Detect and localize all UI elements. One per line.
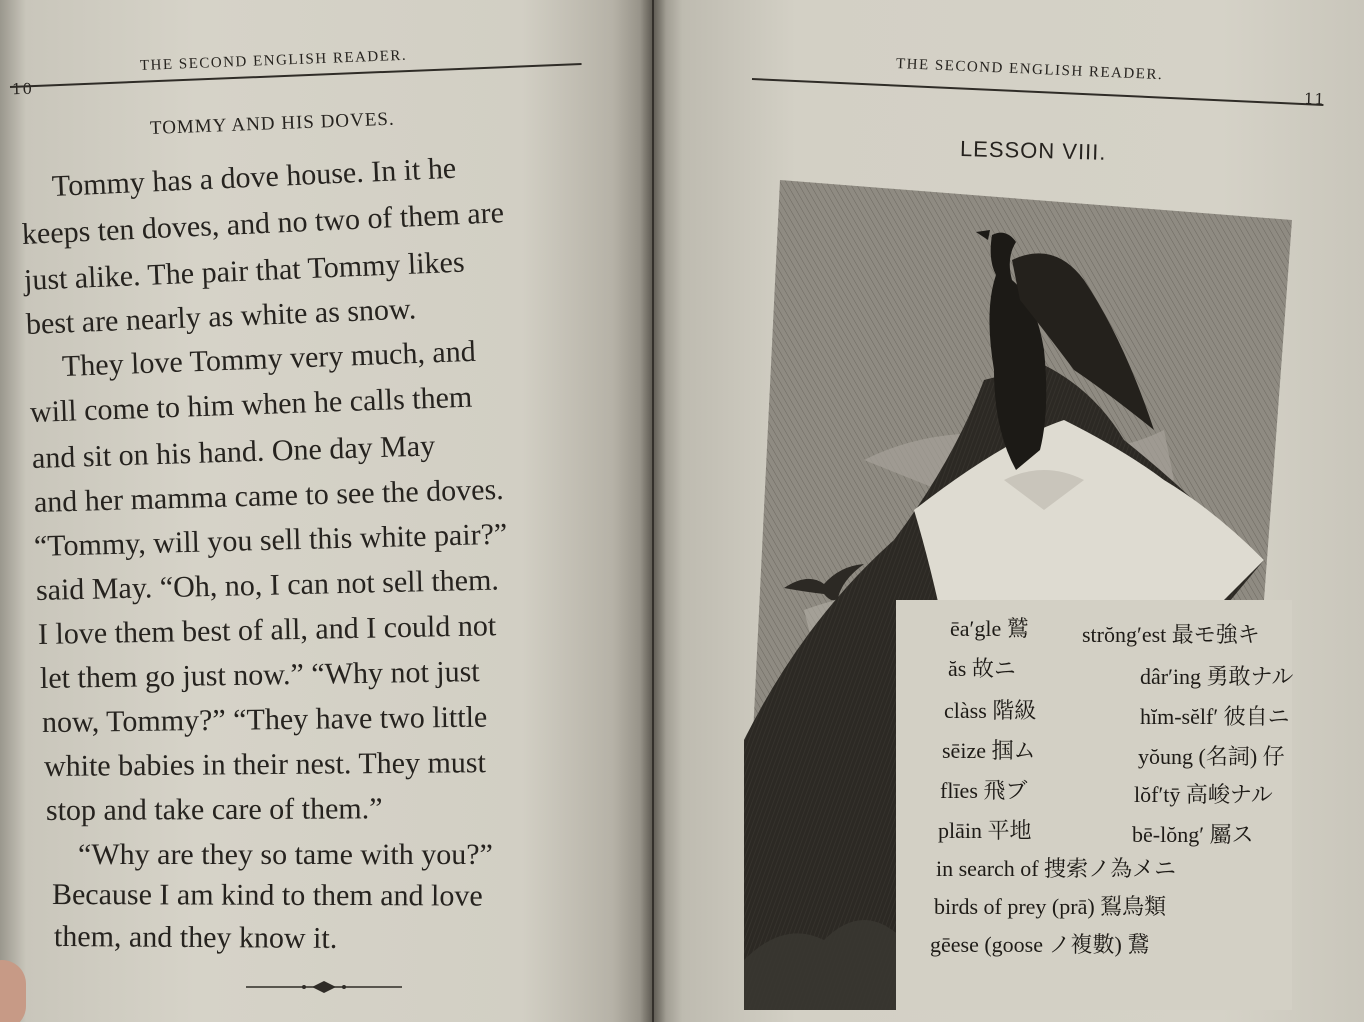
vocab-right-6: bē-lŏng′ 屬ス [1132, 822, 1254, 847]
story-title: TOMMY AND HIS DOVES. [149, 108, 396, 139]
text-line-9: “Tommy, will you sell this white pair?” [33, 517, 508, 563]
text-line-8: and her mamma came to see the doves. [33, 472, 505, 519]
text-line-2: keeps ten doves, and no two of them are [21, 196, 505, 251]
vocab-right-3: hĭm-sĕlf′ 彼自ニ [1140, 704, 1290, 729]
vocab-left-8: birds of prey (prā) 鴷鳥類 [934, 894, 1167, 919]
vocab-right-2: dâr′ing 勇敢ナル [1140, 664, 1294, 689]
book-gutter [640, 0, 666, 1022]
thumb [0, 960, 26, 1022]
page-number-left: 10 [11, 79, 34, 99]
text-line-1: Tommy has a dove house. In it he [51, 151, 457, 203]
text-line-17: Because I am kind to them and love [51, 878, 483, 913]
text-line-13: now, Tommy?” “They have two little [41, 700, 488, 739]
text-line-3: just alike. The pair that Tommy likes [23, 245, 466, 297]
vocab-left-5: flīes 飛ブ [940, 778, 1028, 803]
text-line-11: I love them best of all, and I could not [37, 609, 497, 651]
eagle-illustration [744, 180, 1292, 1010]
text-line-18: them, and they know it. [53, 920, 338, 955]
text-line-10: said May. “Oh, no, I can not sell them. [35, 563, 500, 607]
header-rule-right [752, 78, 1324, 106]
text-line-6: will come to him when he calls them [29, 380, 473, 429]
text-line-14: white babies in their nest. They must [43, 746, 486, 783]
vocab-right-5: lŏf′tȳ 高峻ナル [1134, 782, 1273, 807]
text-line-4: best are nearly as white as snow. [25, 292, 417, 341]
text-line-16: “Why are they so tame with you?” [78, 838, 493, 871]
text-line-15: stop and take care of them.” [45, 792, 383, 827]
text-line-5: They love Tommy very much, and [61, 334, 477, 383]
vocab-left-1: ēa′gle 鷲 [950, 616, 1029, 641]
vocab-left-4: sēize 掴ム [942, 738, 1036, 763]
vocab-left-7: in search of 捜索ノ為メニ [936, 856, 1177, 881]
running-head-left: THE SECOND ENGLISH READER. [139, 47, 408, 74]
tailpiece-ornament [246, 978, 402, 996]
lesson-title: LESSON VIII. [959, 136, 1107, 165]
text-line-12: let them go just now.” “Why not just [39, 655, 480, 695]
running-head-right: THE SECOND ENGLISH READER. [895, 56, 1164, 84]
vocab-left-3: clàss 階級 [944, 698, 1037, 723]
left-page [0, 0, 652, 1022]
vocab-left-2: ăs 故ニ [948, 656, 1016, 681]
text-line-7: and sit on his hand. One day May [31, 429, 436, 475]
vocab-left-9: gēese (goose ノ複數) 鵞 [930, 932, 1150, 957]
right-page [654, 0, 1364, 1022]
vocab-right-1: strŏng′est 最モ強キ [1082, 622, 1260, 647]
vocab-right-4: yŏung (名詞) 仔 [1138, 744, 1285, 769]
page-number-right: 11 [1303, 89, 1326, 109]
vocab-left-6: plāin 平地 [938, 818, 1032, 843]
